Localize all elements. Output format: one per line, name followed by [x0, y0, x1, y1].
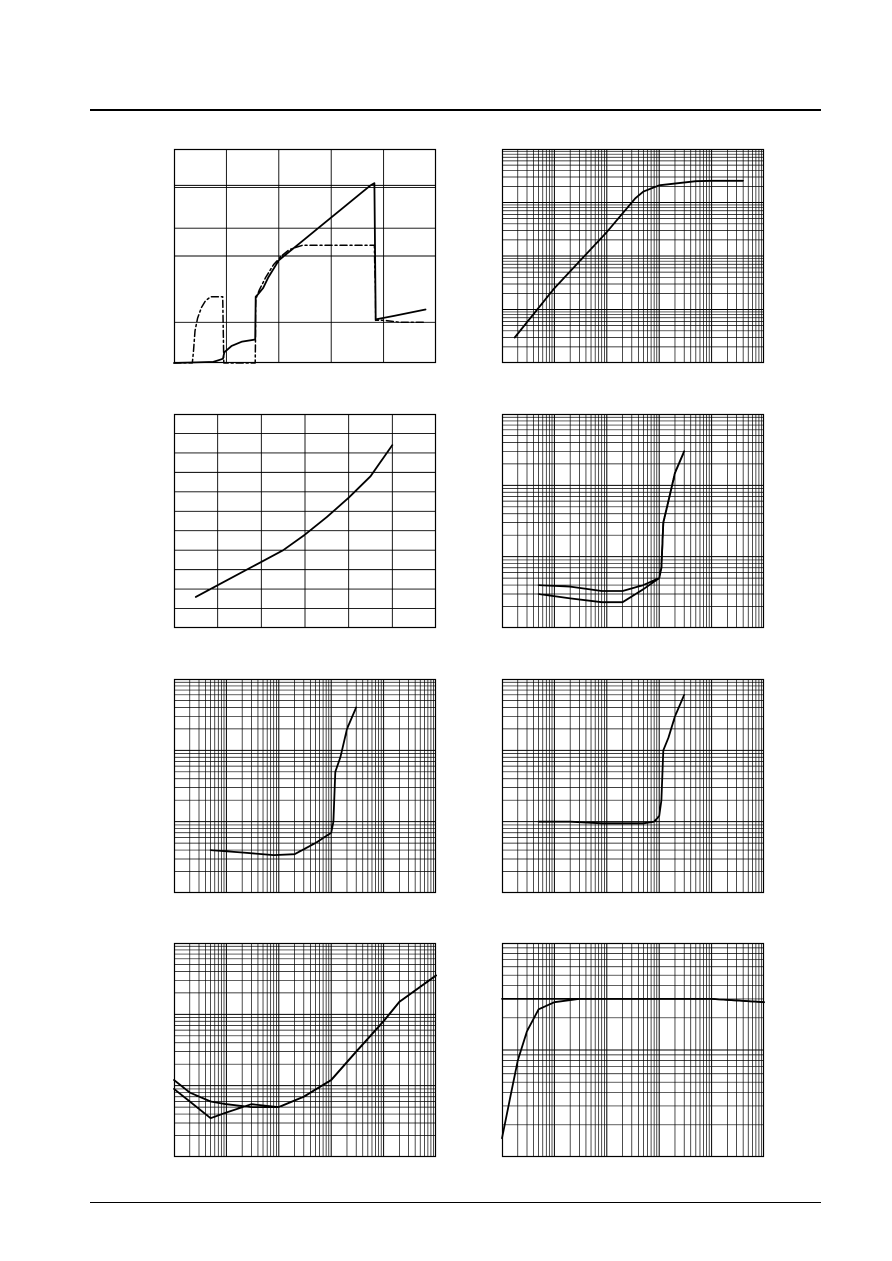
- chart-6-svg: [502, 679, 764, 893]
- header-rule: [90, 109, 821, 111]
- chart-7-series-1: [174, 976, 436, 1108]
- chart-5-grid: [174, 679, 436, 893]
- chart-2-svg: [502, 149, 764, 363]
- chart-1-svg: [174, 149, 436, 363]
- chart-6-frame: [503, 680, 764, 893]
- chart-panel-2: [502, 149, 764, 363]
- chart-panel-8: [502, 943, 764, 1157]
- chart-7-grid: [174, 943, 436, 1157]
- chart-8-grid: [502, 943, 764, 1157]
- chart-8-series-2: [502, 999, 764, 1138]
- chart-panel-6: [502, 679, 764, 893]
- chart-panel-5: [174, 679, 436, 893]
- chart-4-series-1: [539, 451, 685, 591]
- chart-6-grid: [502, 679, 764, 893]
- chart-8-svg: [502, 943, 764, 1157]
- chart-6-series-1: [539, 695, 685, 824]
- chart-1-grid: [174, 149, 436, 363]
- chart-panel-7: [174, 943, 436, 1157]
- chart-5-svg: [174, 679, 436, 893]
- chart-3-grid: [174, 414, 436, 628]
- chart-2-series-1: [515, 181, 743, 338]
- chart-panel-1: [174, 149, 436, 363]
- chart-panel-4: [502, 414, 764, 628]
- chart-3-svg: [174, 414, 436, 628]
- chart-5-frame: [175, 680, 436, 893]
- chart-7-svg: [174, 943, 436, 1157]
- chart-7-frame: [175, 944, 436, 1157]
- footer-rule: [90, 1202, 821, 1203]
- chart-3-series-1: [196, 445, 392, 597]
- chart-4-svg: [502, 414, 764, 628]
- chart-1-series-1: [174, 183, 426, 363]
- chart-4-series-2: [539, 451, 685, 602]
- chart-panel-3: [174, 414, 436, 628]
- chart-1-series-2: [174, 245, 426, 363]
